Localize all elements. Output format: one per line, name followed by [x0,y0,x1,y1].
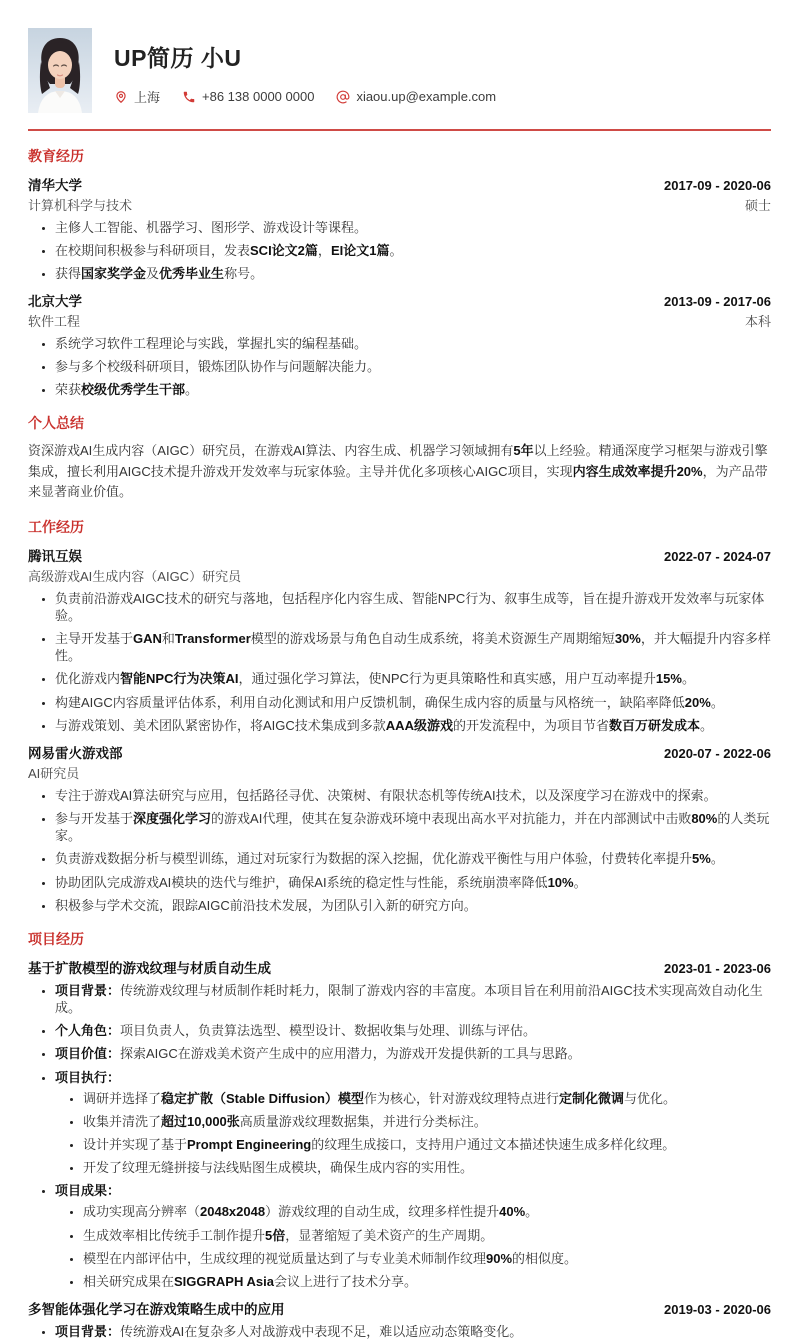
bold-text: 项目背景： [55,982,121,998]
entry [28,174,771,282]
bold-text: 项目成果： [55,1183,121,1199]
entry-date: 2023-01 - 2023-06 [664,960,771,976]
entry-header-row [28,957,771,977]
contact-item [336,89,496,104]
phone-icon [182,90,196,104]
bullet-item: • 模型在内部评估中，生成纹理的视觉质量达到了与专业美术师制作纹理90%的相似度。 [83,1250,771,1267]
bullet-item: • 参与开发基于深度强化学习的游戏AI代理，使其在复杂游戏环境中表现出高水平对抗能力，并在内部测试中击败80%的人类玩家。 [55,810,771,844]
bullet-item: • 负责游戏数据分析与模型训练，通过对玩家行为数据的深入挖掘，优化游戏平衡性与用户体验，付费转化率提升5%。 [55,850,771,867]
bullet-item: • 相关研究成果在SIGGRAPH Asia会议上进行了技术分享。 [83,1273,771,1290]
bullet-item [55,1182,771,1290]
bullet-item: • 设计并实现了基于Prompt Engineering的纹理生成接口，支持用户通过文本描述快速生成多样化纹理。 [83,1136,771,1153]
bold-text: 5% [692,851,711,867]
section-title: 工作经历 [28,518,84,535]
bullet-item: • 生成效率相比传统手工制作提升5倍，显著缩短了美术资产的生产周期。 [83,1227,771,1244]
entry [28,290,771,398]
entry-title: 基于扩散模型的游戏纹理与材质自动生成 [28,960,271,976]
section-title: 项目经历 [28,930,84,947]
resume-body [28,146,771,1341]
bullet-list [55,1203,771,1290]
bold-text: 智能NPC行为决策AI [120,671,239,687]
contact-text: xiaou.up@example.com [356,89,497,104]
section-title: 教育经历 [28,147,84,164]
bullet-item: • 成功实现高分辨率（2048x2048）游戏纹理的自动生成，纹理多样性提升40%。 [83,1203,771,1220]
bold-text: SCI论文2篇 [250,242,318,258]
section [28,146,771,399]
bullet-item: • 构建AIGC内容质量评估体系，利用自动化测试和用户反馈机制，确保生成内容的质量与风格统一，缺陷率降低20%。 [55,694,771,711]
bold-text: 深度强化学习 [133,811,212,827]
bold-text: 30% [614,631,641,647]
bullet-list [55,1090,771,1177]
entry-title: 清华大学 [28,177,82,193]
entry-subtitle-row [28,311,771,330]
bullet-list [28,787,771,914]
bullet-item: • 个人角色：项目负责人，负责算法选型、模型设计、数据收集与处理、训练与评估。 [55,1022,771,1039]
bullet-item: • 主导开发基于GAN和Transformer模型的游戏场景与角色自动生成系统，将美术资源生产周期缩短30%，并大幅提升内容多样性。 [55,630,771,664]
location-icon [114,90,128,104]
entry-degree: 本科 [744,313,771,329]
entry-title: 网易雷火游戏部 [28,745,123,761]
bullet-item: • 项目背景：传统游戏纹理与材质制作耗时耗力，限制了游戏内容的丰富度。本项目旨在利用前沿AIGC技术实现高效自动化生成。 [55,982,771,1016]
bullet-item: • 调研并选择了稳定扩散（Stable Diffusion）模型作为核心，针对游戏纹理特点进行定制化微调与优化。 [83,1090,771,1107]
bullet-item: • 负责前沿游戏AIGC技术的研究与落地，包括程序化内容生成、智能NPC行为、叙事生成等，旨在提升游戏开发效率与玩家体验。 [55,590,771,624]
header-divider [28,129,771,131]
entry-date: 2020-07 - 2022-06 [664,745,771,761]
bullet-item [55,1069,771,1177]
bullet-list [28,982,771,1290]
entry-subtitle: AI研究员 [28,765,80,781]
bold-text: 稳定扩散（Stable Diffusion）模型 [161,1090,364,1106]
entry [28,1298,771,1340]
section-title: 个人总结 [28,415,84,432]
entry-subtitle-row [28,763,771,782]
bold-text: 项目背景： [55,1324,121,1340]
bullet-list [28,219,771,282]
bold-text: 优秀毕业生 [159,265,225,281]
bold-text: 内容生成效率提升20% [572,463,703,479]
bold-text: 5倍 [265,1227,286,1243]
page-title: UP简历 小U [114,45,242,71]
entry [28,545,771,734]
bullet-item: • 项目背景：传统游戏AI在复杂多人对战游戏中表现不足，难以适应动态策略变化。 [55,1323,771,1340]
bullet-item: • 在校期间积极参与科研项目，发表SCI论文2篇，EI论文1篇。 [55,242,771,259]
bullet-item: • 系统学习软件工程理论与实践，掌握扎实的编程基础。 [55,335,771,352]
entry-header-row [28,742,771,762]
resume-header [28,28,771,113]
summary-paragraph: 资深游戏AI生成内容（AIGC）研究员，在游戏AI算法、内容生成、机器学习领域拥有5年以上经验。精通深度学习框架与游戏引擎集成，擅长利用AIGC技术提升游戏开发效率与玩家体验。主导并优化多项核心AIGC项目，实现内容生成效率提升20%，为产品带来显著商业价值。 [28,443,768,499]
bullet-list [28,335,771,398]
contact-text: +86 138 0000 0000 [202,89,315,104]
entry-subtitle: 计算机科学与技术 [28,197,133,213]
bullet-list [28,590,771,734]
bold-text: GAN [133,631,162,647]
bold-text: 超过10,000张 [161,1113,240,1129]
bullet-item: • 协助团队完成游戏AI模块的迭代与维护，确保AI系统的稳定性与性能，系统崩溃率降低10%。 [55,874,771,891]
section [28,413,771,501]
entry [28,742,771,914]
bullet-item: • 优化游戏内智能NPC行为决策AI，通过强化学习算法，使NPC行为更具策略性和真实感，用户互动率提升15%。 [55,670,771,687]
bold-text: 个人角色： [55,1023,121,1039]
bold-text: EI论文1篇 [330,242,390,258]
entry-subtitle: 软件工程 [28,313,81,329]
entry-date: 2017-09 - 2020-06 [664,177,771,193]
bold-text: 20% [684,694,711,710]
section [28,929,771,1340]
bullet-item: • 与游戏策划、美术团队紧密协作，将AIGC技术集成到多款AAA级游戏的开发流程中，为项目节省数百万研发成本。 [55,717,771,734]
bold-text: 90% [486,1250,513,1266]
bold-text: 15% [655,671,682,687]
bold-text: 5年 [513,443,534,459]
entry-header-row [28,290,771,310]
bold-text: SIGGRAPH Asia [174,1273,274,1289]
entry [28,957,771,1290]
entry-subtitle: 高级游戏AI生成内容（AIGC）研究员 [28,568,242,584]
bullet-item: • 参与多个校级科研项目，锻炼团队协作与问题解决能力。 [55,358,771,375]
bold-text: 80% [691,811,718,827]
entry-header-row [28,545,771,565]
bold-text: 2048x2048 [200,1204,266,1220]
bullet-list [28,1323,771,1340]
contact-text: 上海 [134,90,161,105]
bold-text: 数百万研发成本 [608,717,700,733]
bullet-item: • 收集并清洗了超过10,000张高质量游戏纹理数据集，并进行分类标注。 [83,1113,771,1130]
entry-header-row [28,174,771,194]
section [28,517,771,914]
contact-row [114,87,496,106]
bold-text: Prompt Engineering [187,1136,312,1152]
bullet-item: • 积极参与学术交流，跟踪AIGC前沿技术发展，为团队引入新的研究方向。 [55,897,771,914]
entry-subtitle-row [28,566,771,585]
bold-text: 国家奖学金 [81,265,147,281]
bullet-item: • 荣获校级优秀学生干部。 [55,381,771,398]
bold-text: 10% [547,874,574,890]
entry-title: 腾讯互娱 [28,548,82,564]
avatar-photo-illustration [28,28,92,113]
contact-item [114,87,160,106]
entry-degree: 硕士 [744,197,771,213]
avatar [28,28,92,113]
header-info [114,28,496,106]
entry-date: 2022-07 - 2024-07 [664,548,771,564]
bullet-item: • 主修人工智能、机器学习、图形学、游戏设计等课程。 [55,219,771,236]
contact-item [182,89,314,104]
entry [28,441,771,501]
bold-text: Transformer [174,631,251,647]
entry-date: 2019-03 - 2020-06 [664,1302,771,1318]
bold-text: AAA级游戏 [385,717,453,733]
bold-text: 40% [499,1204,526,1220]
entry-title: 北京大学 [28,293,82,309]
bold-text: 定制化微调 [558,1090,624,1106]
at-icon [336,90,350,104]
bullet-item: • 开发了纹理无缝拼接与法线贴图生成模块，确保生成内容的实用性。 [83,1159,771,1176]
bold-text: 校级优秀学生干部 [81,382,186,398]
bullet-item: • 获得国家奖学金及优秀毕业生称号。 [55,265,771,282]
bullet-item: • 专注于游戏AI算法研究与应用，包括路径寻优、决策树、有限状态机等传统AI技术，以及深度学习在游戏中的探索。 [55,787,771,804]
bullet-item: • 项目价值：探索AIGC在游戏美术资产生成中的应用潜力，为游戏开发提供新的工具与思路。 [55,1045,771,1062]
entry-subtitle-row [28,195,771,214]
entry-header-row [28,1298,771,1318]
entry-title: 多智能体强化学习在游戏策略生成中的应用 [28,1302,285,1318]
bold-text: 项目执行： [55,1069,121,1085]
bold-text: 项目价值： [55,1046,121,1062]
entry-date: 2013-09 - 2017-06 [664,293,771,309]
